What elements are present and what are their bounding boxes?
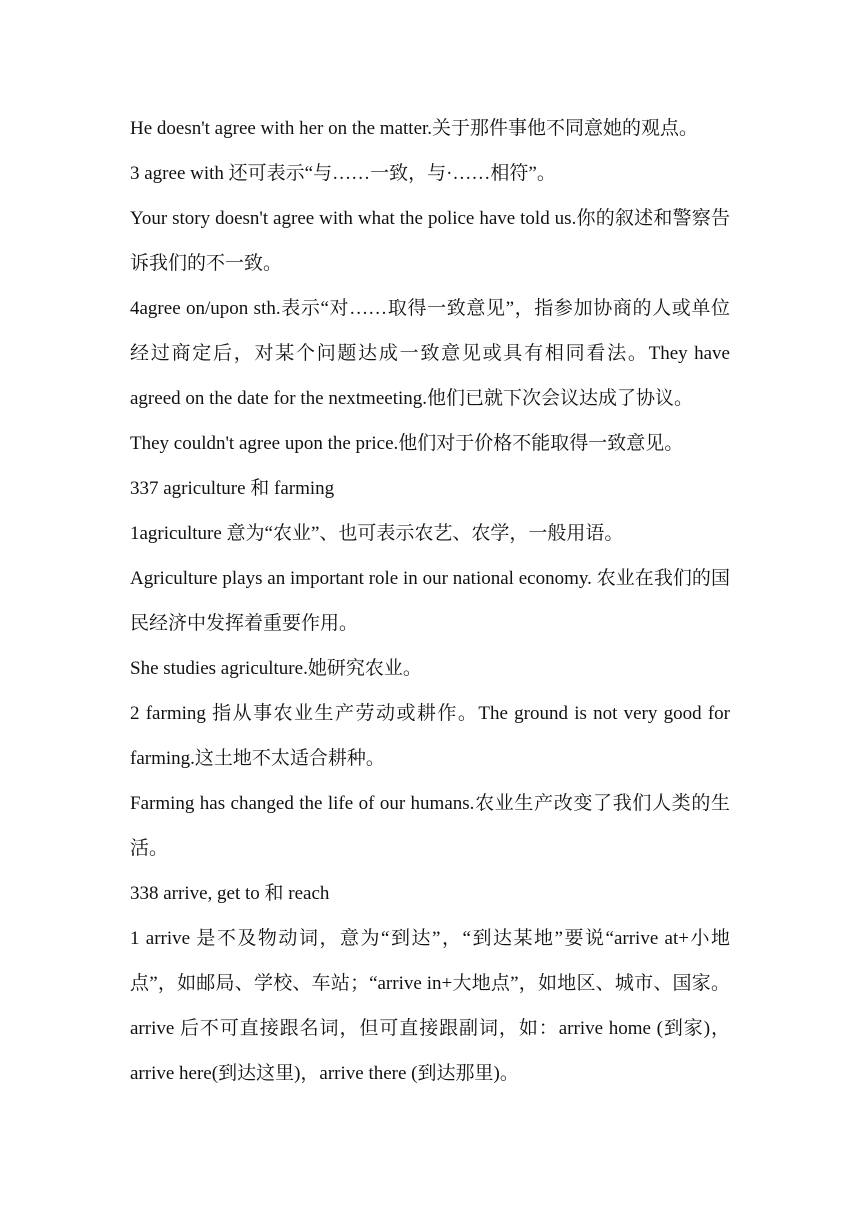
document-page: [130, 106, 730, 1096]
paragraph-story-police-example: Your story doesn't agree with what the police have told us.你的叙述和警察告诉我们的不一致。: [130, 208, 730, 274]
section-heading-337: 337 agriculture 和 farming: [130, 478, 335, 499]
paragraph-studies-example: She studies agriculture.她研究农业。: [130, 658, 422, 679]
paragraph-agriculture-point-1: 1agriculture 意为“农业”、也可表示农艺、农学，一般用语。: [130, 523, 624, 544]
paragraph-price-example: They couldn't agree upon the price.他们对于价格不能取得一致意见。: [130, 433, 684, 454]
paragraph-agree-on-point-4: 4agree on/upon sth.表示“对……取得一致意见”，指参加协商的人或单位经过商定后，对某个问题达成一致意见或具有相同看法。They have agreed on the date for the nextmeeting.他们已就下次会议达成了协议。: [130, 298, 730, 409]
paragraph-arrive-point-1: 1 arrive 是不及物动词，意为“到达”，“到达某地”要说“arrive at+小地点”，如邮局、学校、车站；“arrive in+大地点”，如地区、城市、国家。arrive 后不可直接跟名词，但可直接跟副词，如：arrive home (到家)，arrive here(到达这里)，arrive there (到达那里)。: [130, 928, 730, 1084]
paragraph-economy-example: Agriculture plays an important role in our national economy. 农业在我们的国民经济中发挥着重要作用。: [130, 568, 730, 634]
paragraph-agree-with-point-3: 3 agree with 还可表示“与……一致，与·……相符”。: [130, 163, 556, 184]
paragraph-farming-point-2: 2 farming 指从事农业生产劳动或耕作。The ground is not very good for farming.这土地不太适合耕种。: [130, 703, 730, 769]
section-heading-338: 338 arrive, get to 和 reach: [130, 883, 330, 904]
paragraph-humans-example: Farming has changed the life of our humans.农业生产改变了我们人类的生活。: [130, 793, 730, 859]
paragraph-agree-matter-example: He doesn't agree with her on the matter.关于那件事他不同意她的观点。: [130, 118, 699, 139]
